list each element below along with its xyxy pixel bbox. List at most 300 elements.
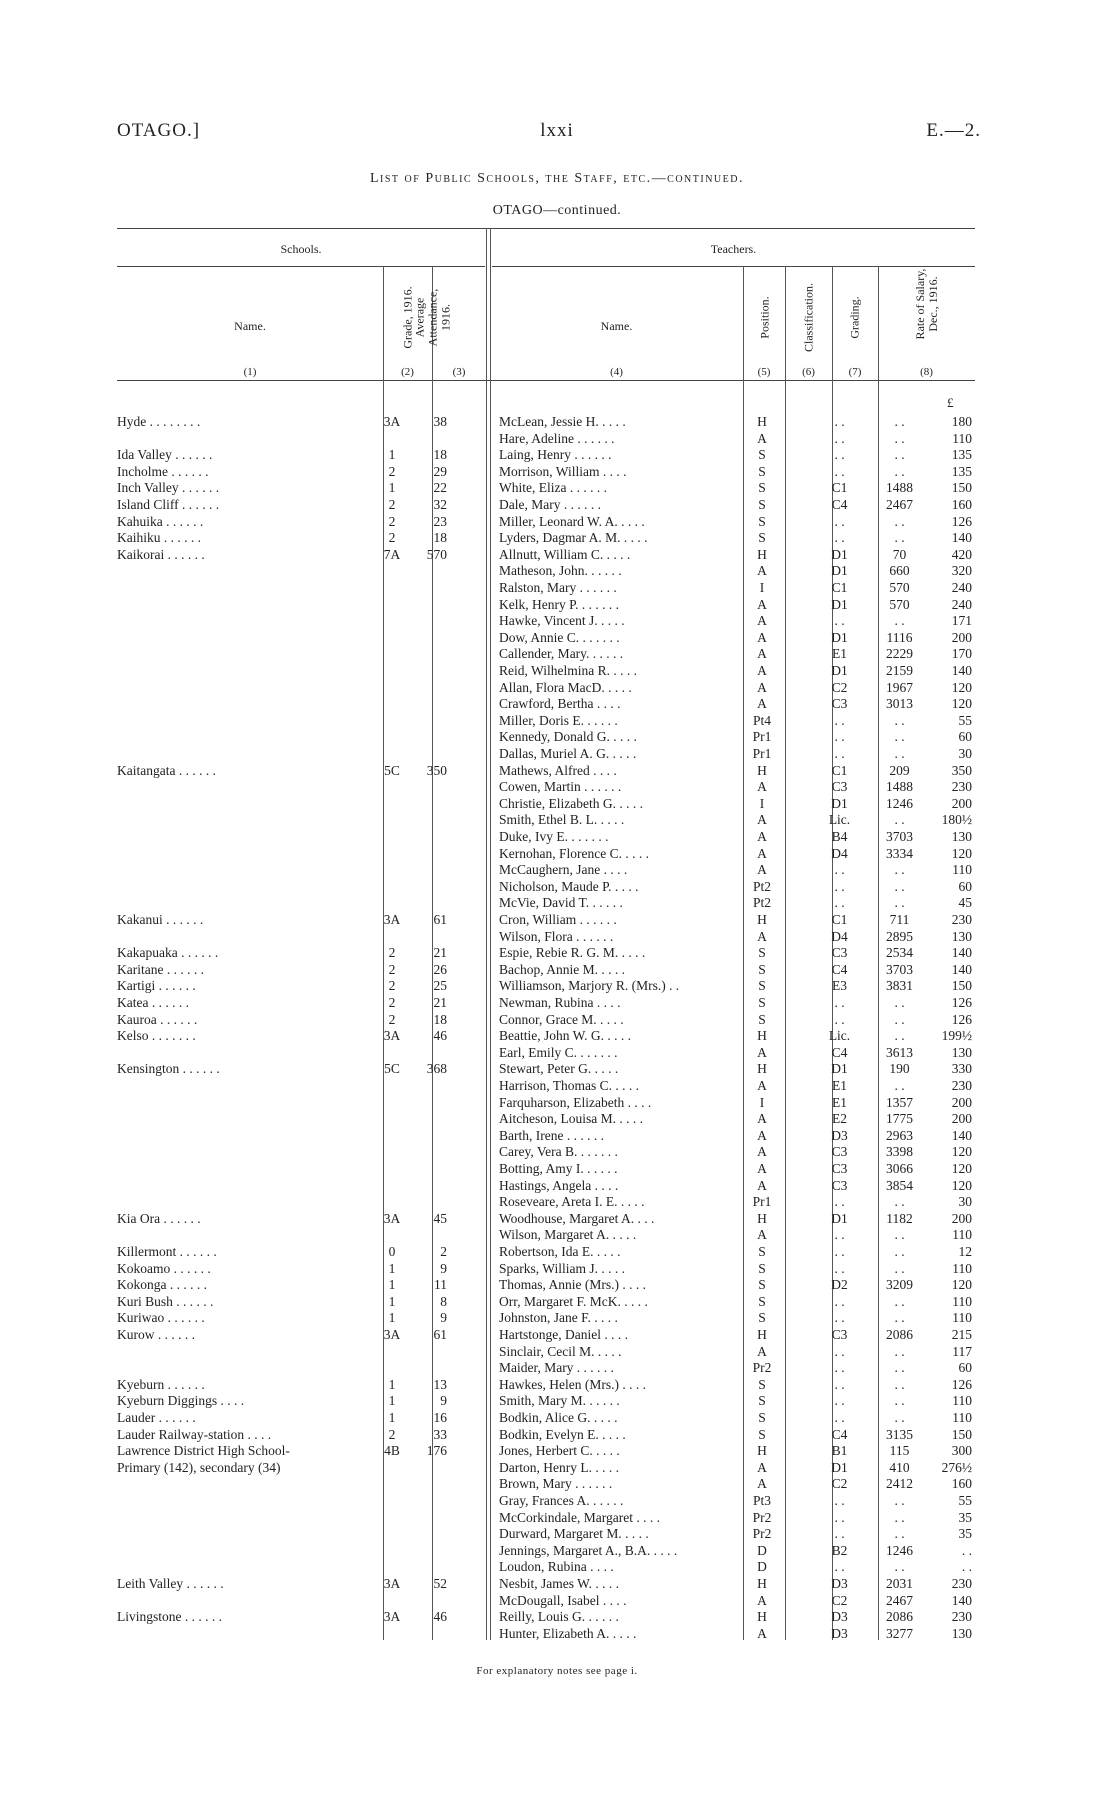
table-row xyxy=(117,713,975,730)
table-row xyxy=(117,414,975,431)
classification-cell: C4 xyxy=(831,1044,848,1060)
grading-cell: . . xyxy=(894,995,905,1010)
teacher-name-cell: Johnston, Jane F. . . . . xyxy=(499,1310,618,1326)
grading-cell: . . xyxy=(894,1078,905,1093)
attendance-cell: 26 xyxy=(433,961,447,977)
school-name-cell: Ida Valley . . . . . . xyxy=(117,447,213,463)
salary-cell: 160 xyxy=(951,1476,972,1492)
grading-cell: . . xyxy=(894,1310,905,1326)
teacher-name-cell: Durward, Margaret M. . . . . xyxy=(499,1526,649,1542)
grade-cell: 1 xyxy=(388,1293,396,1309)
attendance-cell: 23 xyxy=(433,513,447,529)
position-cell: S xyxy=(758,978,766,994)
grading-cell: 2467 xyxy=(886,1592,913,1608)
grading-cell: 3398 xyxy=(886,1144,913,1160)
currency-symbol: £ xyxy=(947,395,954,410)
attendance-cell: 9 xyxy=(440,1260,447,1276)
salary-cell: 126 xyxy=(951,1376,972,1392)
teacher-name-cell: Orr, Margaret F. McK. . . . . xyxy=(499,1293,648,1309)
grading-cell: 1116 xyxy=(886,629,913,645)
col-number-3: (3) xyxy=(452,366,466,378)
classification-cell: C1 xyxy=(831,480,848,496)
school-name-cell: Kuriwao . . . . . . xyxy=(117,1310,205,1326)
teacher-name-cell: Dow, Annie C. . . . . . . xyxy=(499,629,620,645)
teacher-name-cell: Miller, Leonard W. A. . . . . xyxy=(499,513,645,529)
teacher-name-cell: McLean, Jessie H. . . . . xyxy=(499,414,626,429)
grading-header: Grading. xyxy=(847,296,862,339)
position-cell: S xyxy=(758,1426,766,1442)
school-name-cell: Livingstone . . . . . . xyxy=(117,1609,222,1625)
classification-cell: B2 xyxy=(831,1542,848,1558)
school-name-cell: Lauder . . . . . . xyxy=(117,1410,196,1425)
grading-cell: 3703 xyxy=(886,829,913,844)
table-row xyxy=(117,563,975,580)
table-row xyxy=(117,1427,975,1444)
position-cell: A xyxy=(757,696,767,712)
teacher-name-cell: McCorkindale, Margaret . . . . xyxy=(499,1509,660,1525)
classification-cell: D1 xyxy=(831,1459,848,1475)
classification-cell: . . xyxy=(834,746,845,761)
grading-cell: 3854 xyxy=(886,1177,913,1193)
grading-cell: . . xyxy=(894,746,905,761)
position-cell: A xyxy=(757,596,767,612)
salary-cell: 110 xyxy=(952,1410,972,1425)
grading-cell: 190 xyxy=(889,1061,910,1077)
position-cell: A xyxy=(757,845,767,861)
salary-cell: 171 xyxy=(951,613,972,629)
school-name-cell: Kakapuaka . . . . . . xyxy=(117,945,219,961)
table-row xyxy=(117,1012,975,1029)
classification-cell: E3 xyxy=(832,978,847,994)
salary-cell: 30 xyxy=(958,1194,972,1210)
grade-cell: 2 xyxy=(388,945,396,961)
attendance-cell: 570 xyxy=(426,546,447,562)
classification-cell: B4 xyxy=(831,829,848,844)
classification-cell: C3 xyxy=(831,779,848,795)
grading-cell: 209 xyxy=(889,762,910,778)
salary-cell: 120 xyxy=(951,1177,972,1193)
classification-cell: D1 xyxy=(831,629,848,645)
teacher-name-cell: Williamson, Marjory R. (Mrs.) . . xyxy=(499,978,680,994)
position-cell: H xyxy=(757,1327,767,1342)
teacher-name-header: Name. xyxy=(600,319,633,333)
classification-cell: . . xyxy=(834,1293,845,1309)
table-row xyxy=(117,912,975,929)
table-row xyxy=(117,1576,975,1593)
position-cell: A xyxy=(757,1044,767,1060)
teachers-group-rule xyxy=(492,266,975,267)
teacher-name-cell: Carey, Vera B. . . . . . . xyxy=(499,1144,618,1160)
grading-cell: . . xyxy=(894,414,905,429)
grade-cell: 2 xyxy=(388,497,396,512)
salary-cell: 140 xyxy=(951,945,972,961)
salary-cell: 120 xyxy=(951,1144,972,1160)
grading-cell: 3135 xyxy=(886,1426,913,1442)
attendance-cell: 46 xyxy=(433,1028,447,1044)
attendance-cell: 18 xyxy=(433,530,447,546)
grade-cell: 3A xyxy=(383,1576,401,1591)
table-row xyxy=(117,1360,975,1377)
attendance-cell: 21 xyxy=(433,995,447,1010)
position-cell: S xyxy=(758,1376,766,1392)
table-row xyxy=(117,1244,975,1261)
position-cell: S xyxy=(758,447,766,463)
position-cell: A xyxy=(757,1625,767,1641)
classification-cell: C2 xyxy=(831,1592,848,1608)
table-row xyxy=(117,978,975,995)
teacher-name-cell: Matheson, John. . . . . . xyxy=(499,563,622,579)
school-name-cell: Kaihiku . . . . . . xyxy=(117,530,201,546)
grading-cell: 570 xyxy=(889,596,910,612)
table-row xyxy=(117,1626,975,1643)
salary-cell: 60 xyxy=(958,878,972,894)
salary-cell: 55 xyxy=(958,1493,972,1508)
table-row xyxy=(117,1460,975,1477)
position-cell: S xyxy=(758,1410,766,1425)
col-number-2: (2) xyxy=(401,366,414,378)
attendance-cell: 18 xyxy=(433,1011,447,1027)
teacher-name-cell: Roseveare, Areta I. E. . . . . xyxy=(499,1194,645,1210)
table-row xyxy=(117,962,975,979)
teacher-name-cell: Jones, Herbert C. . . . . xyxy=(499,1443,620,1459)
teacher-name-cell: Stewart, Peter G. . . . . xyxy=(499,1061,619,1077)
grade-cell: 2 xyxy=(388,463,396,479)
salary-cell: 420 xyxy=(951,546,972,562)
position-cell: Pt2 xyxy=(752,878,771,894)
position-cell: A xyxy=(757,1227,767,1243)
attendance-cell: 350 xyxy=(426,762,447,778)
school-name-cell: Kia Ora . . . . . . xyxy=(117,1210,201,1226)
classification-cell: C4 xyxy=(831,1426,848,1442)
classification-cell: . . xyxy=(834,1526,845,1542)
table-row xyxy=(117,1078,975,1095)
salary-cell: 30 xyxy=(958,746,972,761)
table-row xyxy=(117,447,975,464)
teacher-name-cell: Callender, Mary. . . . . . xyxy=(499,646,624,662)
school-name-cell: Kokoamo . . . . . . xyxy=(117,1260,211,1276)
grading-cell: 1246 xyxy=(886,795,913,811)
position-cell: S xyxy=(758,1260,766,1276)
table-row xyxy=(117,1393,975,1410)
table-row xyxy=(117,796,975,813)
grade-cell: 1 xyxy=(388,447,396,463)
table-row xyxy=(117,464,975,481)
classification-cell: . . xyxy=(834,1360,845,1376)
teacher-name-cell: Cron, William . . . . . . xyxy=(499,912,617,927)
teacher-name-cell: Botting, Amy I. . . . . . xyxy=(499,1161,618,1176)
salary-cell: 230 xyxy=(951,1609,972,1625)
salary-cell: 120 xyxy=(951,696,972,712)
classification-header: Classification. xyxy=(801,283,816,352)
attendance-cell: 61 xyxy=(433,912,447,927)
classification-cell: . . xyxy=(834,1227,845,1243)
classification-cell: D2 xyxy=(831,1277,848,1293)
grading-cell: . . xyxy=(894,895,905,911)
table-row xyxy=(117,1294,975,1311)
salary-cell: 320 xyxy=(951,563,972,579)
school-name-cell: Katea . . . . . . xyxy=(117,995,189,1010)
classification-cell: C3 xyxy=(831,1144,848,1160)
teacher-name-cell: Reilly, Louis G. . . . . . xyxy=(499,1609,619,1625)
position-cell: S xyxy=(758,995,766,1010)
classification-cell: . . xyxy=(834,1509,845,1525)
classification-cell: E1 xyxy=(832,646,847,662)
salary-cell: 140 xyxy=(951,961,972,977)
teacher-name-cell: Morrison, William . . . . xyxy=(499,463,627,479)
classification-cell: . . xyxy=(834,430,845,446)
position-cell: A xyxy=(757,663,767,678)
classification-cell: . . xyxy=(834,513,845,529)
grading-cell: . . xyxy=(894,1376,905,1392)
page-title: List of Public Schools, the Staff, etc.—continued. xyxy=(369,171,744,186)
grading-cell: 1488 xyxy=(886,779,913,795)
teacher-name-cell: Hare, Adeline . . . . . . xyxy=(499,430,615,446)
teacher-name-cell: Hawke, Vincent J. . . . . xyxy=(499,613,625,629)
table-row xyxy=(117,779,975,796)
teacher-name-cell: Sparks, William J. . . . . xyxy=(499,1260,625,1276)
position-cell: Pt2 xyxy=(752,895,771,911)
position-cell: D xyxy=(757,1559,767,1575)
grade-header: Grade, 1916. xyxy=(400,286,415,349)
grade-cell: 3A xyxy=(383,1210,401,1226)
grade-cell: 2 xyxy=(388,1011,396,1027)
teacher-name-cell: Beattie, John W. G. . . . . xyxy=(499,1028,631,1044)
attendance-cell: 16 xyxy=(433,1410,447,1425)
school-name-cell: Kaikorai . . . . . . xyxy=(117,546,205,562)
teacher-name-cell: Mathews, Alfred . . . . xyxy=(499,762,617,778)
position-cell: Pr1 xyxy=(752,729,772,745)
classification-cell: D4 xyxy=(831,845,848,861)
position-cell: H xyxy=(757,414,767,429)
table-row xyxy=(117,580,975,597)
salary-cell: 120 xyxy=(951,1277,972,1293)
teacher-name-cell: Kennedy, Donald G. . . . . xyxy=(499,729,637,745)
col-number-1: (1) xyxy=(243,366,257,378)
grade-cell: 3A xyxy=(383,1609,401,1625)
grading-cell: 3209 xyxy=(886,1277,913,1293)
position-cell: A xyxy=(757,1459,767,1475)
school-name-cell: Kyeburn Diggings . . . . xyxy=(117,1393,245,1409)
teacher-name-cell: Barth, Irene . . . . . . xyxy=(499,1127,604,1143)
position-cell: I xyxy=(759,795,765,811)
attendance-cell: 18 xyxy=(433,447,447,463)
attendance-cell: 21 xyxy=(433,945,447,961)
school-name-header: Name. xyxy=(234,319,266,333)
attendance-cell: 52 xyxy=(433,1576,447,1591)
classification-cell: C1 xyxy=(831,580,848,595)
grading-cell: 2534 xyxy=(886,945,913,961)
table-row xyxy=(117,929,975,946)
salary-cell: 170 xyxy=(951,646,972,662)
salary-cell: 135 xyxy=(951,447,972,463)
position-cell: S xyxy=(758,1244,766,1259)
teacher-name-cell: Earl, Emily C. . . . . . . xyxy=(499,1044,618,1060)
table-row xyxy=(117,1261,975,1278)
classification-cell: . . xyxy=(834,862,845,878)
school-name-cell: Kokonga . . . . . . xyxy=(117,1277,207,1293)
classification-cell: . . xyxy=(834,463,845,479)
position-cell: S xyxy=(758,480,766,496)
classification-cell: C3 xyxy=(831,696,848,712)
grading-cell: . . xyxy=(894,447,905,463)
classification-cell: . . xyxy=(834,1493,845,1508)
table-row xyxy=(117,995,975,1012)
teacher-name-cell: Gray, Frances A. . . . . . xyxy=(499,1493,624,1508)
teacher-name-cell: Hawkes, Helen (Mrs.) . . . . xyxy=(499,1376,646,1392)
grading-cell: . . xyxy=(894,1410,905,1425)
schools-group-header: Schools. xyxy=(280,242,322,256)
table-row xyxy=(117,1476,975,1493)
school-name-cell: Kahuika . . . . . . xyxy=(117,513,204,529)
classification-cell: . . xyxy=(834,1260,845,1276)
salary-cell: 160 xyxy=(951,497,972,512)
teacher-name-cell: Wilson, Flora . . . . . . xyxy=(499,928,614,944)
school-name-cell: Killermont . . . . . . xyxy=(117,1244,217,1259)
position-cell: S xyxy=(758,463,766,479)
table-row xyxy=(117,480,975,497)
grade-cell: 2 xyxy=(388,961,396,977)
position-cell: Pr2 xyxy=(752,1360,772,1376)
position-cell: H xyxy=(757,1443,767,1459)
teacher-name-cell: Connor, Grace M. . . . . xyxy=(499,1011,624,1027)
position-cell: H xyxy=(757,912,767,927)
salary-cell: 135 xyxy=(951,463,972,479)
header-left: OTAGO.] xyxy=(117,120,201,141)
position-cell: A xyxy=(757,1161,767,1176)
table-row xyxy=(117,1144,975,1161)
grading-cell: . . xyxy=(894,1526,905,1542)
position-cell: S xyxy=(758,1310,766,1326)
grade-cell: 5C xyxy=(384,1061,400,1077)
page-subtitle: OTAGO—continued. xyxy=(492,203,622,218)
col-number-8: (8) xyxy=(920,366,933,378)
salary-cell: 120 xyxy=(951,845,972,861)
classification-cell: . . xyxy=(834,1244,845,1259)
salary-cell: 130 xyxy=(951,928,972,944)
teacher-name-cell: McVie, David T. . . . . . xyxy=(499,895,623,911)
grading-cell: 2895 xyxy=(886,928,913,944)
position-cell: A xyxy=(757,613,767,629)
grade-cell: 1 xyxy=(388,1410,396,1425)
teacher-name-cell: Wilson, Margaret A. . . . . xyxy=(499,1227,637,1243)
salary-cell: 130 xyxy=(951,1625,972,1641)
grading-cell: . . xyxy=(894,1393,905,1409)
classification-cell: . . xyxy=(834,729,845,745)
attendance-cell: 22 xyxy=(433,480,447,496)
grading-cell: 2412 xyxy=(886,1476,913,1492)
position-cell: Pr2 xyxy=(752,1509,772,1525)
position-cell: Pr1 xyxy=(752,746,772,761)
teacher-name-cell: Brown, Mary . . . . . . xyxy=(499,1476,613,1492)
grade-cell: 4B xyxy=(384,1443,400,1459)
table-row xyxy=(117,514,975,531)
salary-cell: 110 xyxy=(952,430,972,446)
position-cell: S xyxy=(758,530,766,546)
salary-cell: 110 xyxy=(952,1293,972,1309)
table-row xyxy=(117,1377,975,1394)
table-row xyxy=(117,1028,975,1045)
teacher-name-cell: Cowen, Martin . . . . . . xyxy=(499,779,622,795)
position-cell: I xyxy=(759,1094,765,1110)
salary-cell: 60 xyxy=(958,1360,972,1376)
teacher-name-cell: Nesbit, James W. . . . . xyxy=(499,1576,619,1591)
attendance-cell: 25 xyxy=(433,978,447,994)
teacher-name-cell: Bodkin, Alice G. . . . . xyxy=(499,1410,618,1425)
position-cell: S xyxy=(758,1393,766,1409)
salary-cell: 55 xyxy=(958,712,972,728)
position-cell: A xyxy=(757,1144,767,1160)
grading-cell: . . xyxy=(894,1360,905,1376)
table-row xyxy=(117,1443,975,1460)
classification-cell: C3 xyxy=(831,1161,848,1176)
grading-cell: 115 xyxy=(889,1443,910,1459)
grading-cell: 3013 xyxy=(886,696,913,712)
grading-cell: 2229 xyxy=(886,646,913,662)
grading-cell: . . xyxy=(894,1559,905,1575)
grade-cell: 2 xyxy=(388,995,396,1010)
teacher-name-cell: Loudon, Rubina . . . . xyxy=(499,1559,614,1575)
grade-cell: 1 xyxy=(388,1393,396,1409)
school-name-cell: Leith Valley . . . . . . xyxy=(117,1576,224,1591)
teacher-name-cell: Allan, Flora MacD. . . . . xyxy=(499,679,632,695)
position-cell: A xyxy=(757,812,767,828)
table-row xyxy=(117,1161,975,1178)
classification-cell: . . xyxy=(834,1310,845,1326)
col-number-7: (7) xyxy=(848,366,862,378)
grading-cell: . . xyxy=(894,1493,905,1508)
table-row xyxy=(117,1559,975,1576)
position-cell: I xyxy=(759,580,765,595)
position-cell: A xyxy=(757,1111,767,1127)
salary-cell: 180½ xyxy=(941,812,972,828)
school-name-cell: Kaitangata . . . . . . xyxy=(117,762,216,778)
teacher-name-cell: Lyders, Dagmar A. M. . . . . xyxy=(499,530,648,546)
school-name-cell: Karitane . . . . . . xyxy=(117,961,204,977)
salary-cell: 240 xyxy=(951,596,972,612)
school-name-cell: Kakanui . . . . . . xyxy=(117,912,204,927)
table-row xyxy=(117,630,975,647)
salary-cell: 150 xyxy=(951,480,972,496)
grading-cell: . . xyxy=(894,530,905,546)
school-name-cell: Kuri Bush . . . . . . xyxy=(117,1293,214,1309)
attendance-cell: 8 xyxy=(440,1293,447,1309)
school-name-cell: Kyeburn . . . . . . xyxy=(117,1376,205,1392)
position-cell: A xyxy=(757,928,767,944)
grade-cell: 0 xyxy=(388,1244,396,1259)
teacher-name-cell: Smith, Mary M. . . . . . xyxy=(499,1393,620,1409)
classification-cell: Lic. xyxy=(828,1028,851,1044)
teacher-name-cell: Sinclair, Cecil M. . . . . xyxy=(499,1343,622,1359)
position-cell: H xyxy=(757,762,767,778)
teacher-name-cell: Reid, Wilhelmina R. . . . . xyxy=(499,663,637,678)
grade-cell: 3A xyxy=(383,1327,401,1342)
grading-cell: . . xyxy=(894,613,905,629)
teacher-name-cell: Thomas, Annie (Mrs.) . . . . xyxy=(499,1277,646,1293)
classification-cell: C2 xyxy=(831,1476,848,1492)
classification-cell: B1 xyxy=(831,1443,848,1459)
table-row xyxy=(117,1510,975,1527)
grading-cell: 660 xyxy=(889,563,910,579)
table-row xyxy=(117,829,975,846)
position-cell: A xyxy=(757,1476,767,1492)
grading-cell: . . xyxy=(894,729,905,745)
table-row xyxy=(117,895,975,912)
table-row xyxy=(117,1111,975,1128)
teacher-name-cell: Crawford, Bertha . . . . xyxy=(499,696,621,712)
position-cell: A xyxy=(757,829,767,844)
teacher-name-cell: Hunter, Elizabeth A. . . . . xyxy=(499,1625,637,1641)
classification-cell: . . xyxy=(834,414,845,429)
